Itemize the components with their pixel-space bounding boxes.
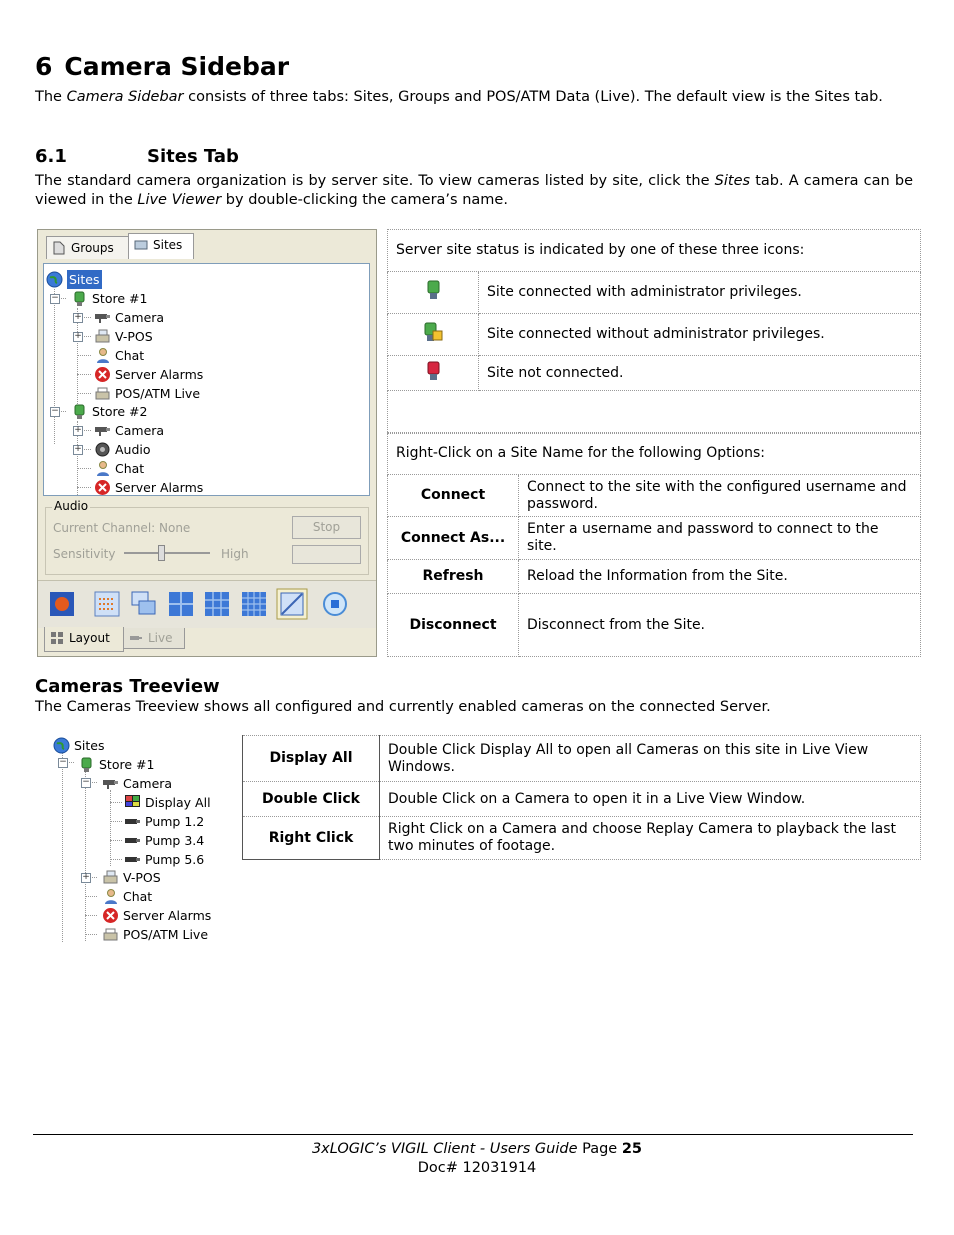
footer-guide-title: 3xLOGIC’s VIGIL Client - Users Guide bbox=[311, 1141, 578, 1157]
tab-sites[interactable] bbox=[128, 233, 194, 259]
chat-person-icon bbox=[102, 888, 119, 905]
sites-treeview bbox=[43, 263, 370, 496]
pos-terminal-icon bbox=[102, 869, 119, 886]
audio-level-meter bbox=[292, 545, 361, 564]
layout-1x1-icon[interactable] bbox=[94, 591, 120, 617]
chat-person-icon bbox=[94, 460, 111, 477]
layout-2x2-icon[interactable] bbox=[168, 591, 194, 617]
collapse-store2-toggle[interactable]: − bbox=[51, 406, 59, 416]
action-name: Double Click bbox=[243, 782, 380, 817]
sensitivity-slider-thumb[interactable] bbox=[158, 545, 165, 561]
live-viewer-emphasis: Live Viewer bbox=[137, 192, 222, 208]
intro-emphasis: Camera Sidebar bbox=[66, 89, 184, 105]
pos-atm-icon bbox=[94, 385, 111, 402]
globe-icon bbox=[46, 271, 63, 288]
expand-vpos-toggle[interactable]: + bbox=[82, 872, 90, 882]
intro-paragraph bbox=[35, 88, 913, 107]
footer-rule bbox=[33, 1134, 913, 1135]
camtree-camera-label: Camera bbox=[123, 776, 173, 791]
camtree-root-label: Sites bbox=[74, 738, 105, 753]
sensitivity-label: Sensitivity bbox=[53, 547, 116, 561]
camera-icon bbox=[124, 851, 141, 868]
chapter-heading bbox=[35, 52, 289, 81]
status-desc: Site connected with administrator privileges. bbox=[479, 272, 921, 314]
footer-page-number: 25 bbox=[621, 1141, 643, 1157]
status-icon-cell bbox=[388, 314, 479, 356]
layout-3x3-icon[interactable] bbox=[204, 591, 230, 617]
cascade-windows-icon[interactable] bbox=[131, 591, 157, 617]
action-name: Right Click bbox=[243, 817, 380, 860]
camera-icon bbox=[94, 309, 111, 326]
sites-text-c: by double-clicking the camera’s name. bbox=[221, 192, 508, 208]
option-desc: Connect to the site with the configured username and password. bbox=[519, 475, 921, 517]
audio-legend: Audio bbox=[54, 499, 89, 513]
option-desc: Reload the Information from the Site. bbox=[519, 560, 921, 594]
layout-4x4-icon[interactable] bbox=[241, 591, 267, 617]
chapter-number: 6 bbox=[35, 52, 53, 81]
tab-sites-label: Sites bbox=[153, 238, 183, 252]
action-desc: Double Click Display All to open all Cameras on this site in Live View Windows. bbox=[380, 736, 921, 782]
section-heading bbox=[35, 146, 239, 167]
status-spacer bbox=[388, 391, 921, 434]
option-name: Connect As... bbox=[388, 517, 519, 560]
collapse-store-toggle[interactable]: − bbox=[59, 757, 67, 767]
site-status-table bbox=[387, 229, 921, 434]
tree-item-label: Audio bbox=[115, 442, 151, 457]
camtree-item-label: Pump 1.2 bbox=[145, 814, 205, 829]
speaker-icon bbox=[94, 441, 111, 458]
cameras-treeview-paragraph: The Cameras Treeview shows all configured and currently enabled cameras on the connected Server. bbox=[35, 699, 771, 715]
custom-layout-icon[interactable] bbox=[276, 588, 308, 620]
layout-toolbar bbox=[38, 580, 376, 629]
site-connected-admin-icon bbox=[425, 279, 442, 301]
option-name: Refresh bbox=[388, 560, 519, 594]
expand-camera-toggle[interactable]: + bbox=[74, 312, 82, 322]
section-title: Sites Tab bbox=[147, 146, 239, 167]
camera-sidebar-screenshot bbox=[37, 229, 377, 657]
tab-layout-label: Layout bbox=[69, 631, 110, 645]
tab-groups[interactable] bbox=[46, 236, 130, 259]
footer-title bbox=[0, 1141, 954, 1157]
bottom-tabbar bbox=[38, 628, 376, 656]
status-icon-cell bbox=[388, 356, 479, 391]
tab-live[interactable] bbox=[123, 628, 185, 649]
camtree-item-label: POS/ATM Live bbox=[123, 927, 209, 942]
grid-icon bbox=[50, 631, 64, 645]
camtree-item-label: Pump 3.4 bbox=[145, 833, 205, 848]
site-options-table bbox=[387, 432, 921, 657]
cameras-treeview-heading: Cameras Treeview bbox=[35, 676, 220, 697]
tab-groups-label: Groups bbox=[71, 241, 114, 255]
sidebar-tabbar bbox=[38, 230, 376, 260]
site-status-caption: Server site status is indicated by one of these three icons: bbox=[388, 230, 921, 272]
site-connected-icon bbox=[71, 403, 88, 420]
alarm-x-icon bbox=[94, 366, 111, 383]
pos-terminal-icon bbox=[94, 328, 111, 345]
status-icon-cell bbox=[388, 272, 479, 314]
camera-icon bbox=[129, 632, 143, 646]
expand-camera-toggle[interactable]: + bbox=[74, 425, 82, 435]
globe-icon bbox=[53, 737, 70, 754]
tree-item-label: Camera bbox=[115, 423, 165, 438]
action-desc: Right Click on a Camera and choose Replay Camera to playback the last two minutes of footage. bbox=[380, 817, 921, 860]
site-connected-icon bbox=[71, 290, 88, 307]
sensitivity-high-label: High bbox=[221, 547, 249, 561]
camtree-item-label: Server Alarms bbox=[123, 908, 212, 923]
audio-current-channel: Current Channel: None bbox=[53, 521, 191, 535]
camtree-item-label: V-POS bbox=[123, 870, 161, 885]
option-name: Disconnect bbox=[388, 594, 519, 657]
site-connected-icon bbox=[78, 756, 95, 773]
sites-tab-icon bbox=[134, 238, 148, 252]
section-number: 6.1 bbox=[35, 146, 67, 167]
store2-label: Store #2 bbox=[92, 404, 148, 419]
intro-text-b: consists of three tabs: Sites, Groups and POS/ATM Data (Live). The default view is the Sites tab. bbox=[183, 89, 883, 105]
option-desc: Disconnect from the Site. bbox=[519, 594, 921, 657]
camera-icon bbox=[124, 832, 141, 849]
camera-actions-table bbox=[242, 735, 921, 860]
tab-layout[interactable] bbox=[44, 627, 124, 652]
sensitivity-slider[interactable] bbox=[124, 552, 210, 554]
sites-text-a: The standard camera organization is by server site. To view cameras listed by site, click the bbox=[35, 173, 715, 189]
camera-icon bbox=[124, 813, 141, 830]
tree-root-label: Sites bbox=[69, 272, 100, 287]
action-name: Display All bbox=[243, 736, 380, 782]
camera-icon bbox=[102, 775, 119, 792]
groups-icon bbox=[52, 241, 66, 255]
footer-doc-number: Doc# 12031914 bbox=[417, 1160, 537, 1176]
action-desc: Double Click on a Camera to open it in a Live View Window. bbox=[380, 782, 921, 817]
expand-vpos-toggle[interactable]: + bbox=[74, 331, 82, 341]
camera-icon bbox=[94, 422, 111, 439]
display-all-icon bbox=[124, 794, 141, 811]
tree-item-label: Server Alarms bbox=[115, 367, 204, 382]
alarm-x-icon bbox=[102, 907, 119, 924]
chat-person-icon bbox=[94, 347, 111, 364]
camtree-item-label: Display All bbox=[145, 795, 211, 810]
tree-item-label: POS/ATM Live bbox=[115, 386, 201, 401]
intro-text-a: The bbox=[35, 89, 67, 105]
store1-label: Store #1 bbox=[92, 291, 148, 306]
cameras-treeview bbox=[50, 734, 230, 946]
record-stop-icon[interactable] bbox=[322, 591, 348, 617]
tree-item-label: Camera bbox=[115, 310, 165, 325]
pos-atm-icon bbox=[102, 926, 119, 943]
option-name: Connect bbox=[388, 475, 519, 517]
tree-item-label: Chat bbox=[115, 348, 145, 363]
expand-audio-toggle[interactable]: + bbox=[74, 444, 82, 454]
sites-text-b: tab. A camera can be viewed in the bbox=[35, 173, 913, 208]
camtree-store-label: Store #1 bbox=[99, 757, 155, 772]
tab-live-label: Live bbox=[148, 631, 173, 645]
site-connected-user-icon bbox=[422, 321, 444, 343]
audio-stop-button[interactable]: Stop bbox=[292, 516, 361, 539]
option-desc: Enter a username and password to connect to the site. bbox=[519, 517, 921, 560]
audio-groupbox bbox=[45, 499, 369, 575]
tree-item-label: Server Alarms bbox=[115, 480, 204, 495]
site-options-caption: Right-Click on a Site Name for the following Options: bbox=[388, 433, 921, 475]
site-not-connected-icon bbox=[425, 360, 442, 382]
chapter-title: Camera Sidebar bbox=[64, 52, 290, 81]
footer-page-word: Page bbox=[577, 1141, 622, 1157]
tree-item-label: V-POS bbox=[115, 329, 153, 344]
camtree-item-label: Chat bbox=[123, 889, 153, 904]
alarm-x-icon bbox=[94, 479, 111, 496]
sites-paragraph bbox=[35, 172, 913, 210]
status-desc: Site connected without administrator privileges. bbox=[479, 314, 921, 356]
sites-emphasis: Sites bbox=[714, 173, 751, 189]
camtree-item-label: Pump 5.6 bbox=[145, 852, 205, 867]
collapse-store1-toggle[interactable]: − bbox=[51, 293, 59, 303]
collapse-camera-toggle[interactable]: − bbox=[82, 777, 90, 787]
status-desc: Site not connected. bbox=[479, 356, 921, 391]
fullscreen-icon[interactable] bbox=[47, 589, 77, 619]
tree-item-label: Chat bbox=[115, 461, 145, 476]
